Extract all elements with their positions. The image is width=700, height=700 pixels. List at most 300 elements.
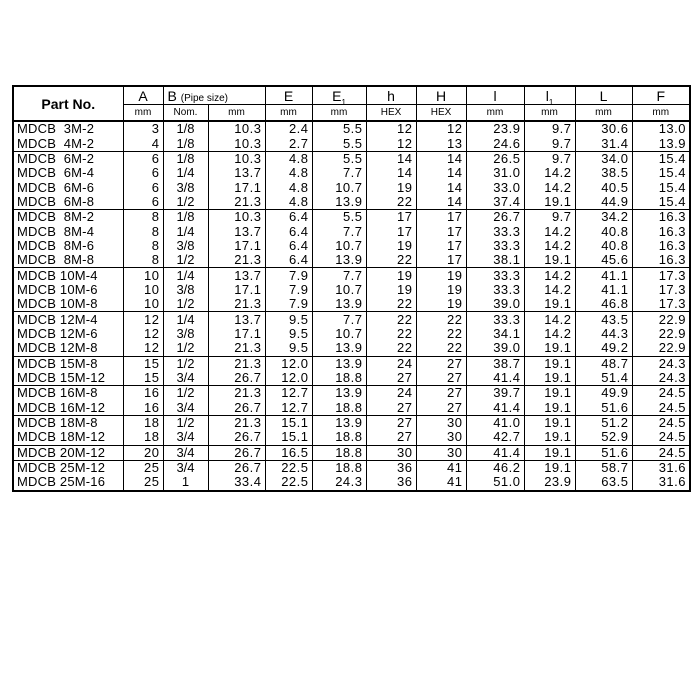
- cell-a: 16: [123, 386, 163, 401]
- cell-l-small: 34.1: [466, 327, 524, 341]
- cell-f: 15.4: [632, 166, 690, 180]
- cell-h-large: 17: [416, 253, 466, 268]
- cell-part-no: MDCB 4M-2: [13, 136, 123, 151]
- table-row: [13, 475, 690, 490]
- cell-a: 6: [123, 180, 163, 194]
- cell-e: 6.4: [265, 239, 312, 253]
- header-l-small: l: [466, 86, 524, 105]
- cell-l1: 9.7: [524, 136, 575, 151]
- cell-e: 15.1: [265, 415, 312, 430]
- cell-h-large: 17: [416, 210, 466, 225]
- cell-l-small: 33.3: [466, 312, 524, 327]
- cell-a: 3: [123, 121, 163, 136]
- cell-h-large: 27: [416, 386, 466, 401]
- cell-h-small: 12: [366, 136, 416, 151]
- cell-a: 10: [123, 268, 163, 283]
- unit-e: mm: [265, 105, 312, 122]
- cell-h-small: 27: [366, 415, 416, 430]
- cell-l-large: 51.6: [575, 445, 632, 460]
- table-row: [13, 341, 690, 356]
- cell-f: 16.3: [632, 253, 690, 268]
- unit-a: mm: [123, 105, 163, 122]
- cell-b-nom: 3/4: [163, 371, 208, 386]
- cell-f: 22.9: [632, 327, 690, 341]
- cell-e1: 13.9: [312, 356, 366, 371]
- cell-h-small: 36: [366, 460, 416, 475]
- cell-b-nom: 1/2: [163, 386, 208, 401]
- cell-b-mm: 26.7: [208, 445, 265, 460]
- cell-b-nom: 1/2: [163, 297, 208, 312]
- cell-e: 7.9: [265, 268, 312, 283]
- cell-a: 16: [123, 401, 163, 416]
- cell-b-nom: 3/4: [163, 430, 208, 445]
- cell-b-mm: 13.7: [208, 224, 265, 238]
- cell-l-small: 26.5: [466, 151, 524, 166]
- cell-h-large: 14: [416, 166, 466, 180]
- table-row: [13, 297, 690, 312]
- table-body: [13, 121, 690, 491]
- cell-h-small: 27: [366, 401, 416, 416]
- cell-l-small: 33.3: [466, 283, 524, 297]
- cell-b-mm: 21.3: [208, 356, 265, 371]
- cell-b-mm: 33.4: [208, 475, 265, 490]
- cell-l-large: 49.9: [575, 386, 632, 401]
- cell-a: 6: [123, 195, 163, 210]
- cell-l-large: 40.5: [575, 180, 632, 194]
- cell-a: 6: [123, 151, 163, 166]
- cell-e: 6.4: [265, 224, 312, 238]
- header-l1: [524, 86, 575, 105]
- cell-part-no: MDCB 8M-4: [13, 224, 123, 238]
- cell-e: 2.7: [265, 136, 312, 151]
- cell-f: 24.5: [632, 386, 690, 401]
- cell-l-large: 34.2: [575, 210, 632, 225]
- cell-part-no: MDCB 6M-8: [13, 195, 123, 210]
- table-row: [13, 415, 690, 430]
- cell-h-large: 22: [416, 312, 466, 327]
- cell-part-no: MDCB 6M-2: [13, 151, 123, 166]
- cell-h-large: 30: [416, 415, 466, 430]
- cell-e: 9.5: [265, 341, 312, 356]
- cell-f: 31.6: [632, 475, 690, 490]
- cell-b-mm: 10.3: [208, 136, 265, 151]
- cell-e: 9.5: [265, 312, 312, 327]
- cell-b-mm: 26.7: [208, 401, 265, 416]
- cell-l-large: 58.7: [575, 460, 632, 475]
- cell-e1: 10.7: [312, 180, 366, 194]
- cell-l-large: 46.8: [575, 297, 632, 312]
- cell-a: 10: [123, 283, 163, 297]
- cell-h-small: 22: [366, 341, 416, 356]
- cell-l1: 19.1: [524, 371, 575, 386]
- cell-f: 24.5: [632, 430, 690, 445]
- cell-part-no: MDCB 20M-12: [13, 445, 123, 460]
- cell-e: 4.8: [265, 151, 312, 166]
- unit-l-large: mm: [575, 105, 632, 122]
- cell-l-small: 46.2: [466, 460, 524, 475]
- cell-part-no: MDCB 8M-6: [13, 239, 123, 253]
- cell-l-large: 44.9: [575, 195, 632, 210]
- cell-l-small: 37.4: [466, 195, 524, 210]
- cell-l-large: 51.4: [575, 371, 632, 386]
- cell-part-no: MDCB 15M-12: [13, 371, 123, 386]
- cell-e1: 13.9: [312, 386, 366, 401]
- cell-f: 13.0: [632, 121, 690, 136]
- table-row: [13, 180, 690, 194]
- cell-part-no: MDCB 6M-6: [13, 180, 123, 194]
- cell-l-large: 63.5: [575, 475, 632, 490]
- cell-h-small: 22: [366, 297, 416, 312]
- cell-l1: 14.2: [524, 312, 575, 327]
- cell-l1: 14.2: [524, 224, 575, 238]
- cell-a: 12: [123, 312, 163, 327]
- cell-e1: 18.8: [312, 430, 366, 445]
- header-h-large: H: [416, 86, 466, 105]
- unit-f: mm: [632, 105, 690, 122]
- cell-h-small: 22: [366, 327, 416, 341]
- cell-h-large: 14: [416, 195, 466, 210]
- cell-part-no: MDCB 18M-12: [13, 430, 123, 445]
- cell-e1: 10.7: [312, 239, 366, 253]
- header-part-no: Part No.: [13, 86, 123, 121]
- cell-part-no: MDCB 8M-2: [13, 210, 123, 225]
- cell-part-no: MDCB 18M-8: [13, 415, 123, 430]
- cell-a: 8: [123, 224, 163, 238]
- cell-h-large: 41: [416, 460, 466, 475]
- cell-b-nom: 1: [163, 475, 208, 490]
- cell-b-mm: 21.3: [208, 415, 265, 430]
- cell-e: 12.0: [265, 371, 312, 386]
- cell-b-mm: 26.7: [208, 371, 265, 386]
- cell-e: 2.4: [265, 121, 312, 136]
- cell-b-nom: 1/2: [163, 253, 208, 268]
- cell-e: 22.5: [265, 460, 312, 475]
- cell-b-mm: 17.1: [208, 239, 265, 253]
- cell-l1: 14.2: [524, 239, 575, 253]
- cell-e1: 7.7: [312, 166, 366, 180]
- cell-e1: 18.8: [312, 401, 366, 416]
- cell-e1: 18.8: [312, 371, 366, 386]
- cell-e1: 5.5: [312, 210, 366, 225]
- cell-f: 24.5: [632, 445, 690, 460]
- cell-a: 8: [123, 239, 163, 253]
- cell-b-nom: 1/2: [163, 341, 208, 356]
- unit-b-mm: mm: [208, 105, 265, 122]
- cell-e1: 24.3: [312, 475, 366, 490]
- cell-f: 17.3: [632, 297, 690, 312]
- table-row: [13, 430, 690, 445]
- cell-b-nom: 3/4: [163, 460, 208, 475]
- header-b: [163, 86, 265, 105]
- header-l1-label: l: [545, 87, 549, 104]
- cell-a: 18: [123, 415, 163, 430]
- cell-h-small: 24: [366, 386, 416, 401]
- cell-part-no: MDCB 16M-12: [13, 401, 123, 416]
- cell-b-mm: 26.7: [208, 460, 265, 475]
- cell-h-large: 14: [416, 180, 466, 194]
- cell-a: 12: [123, 341, 163, 356]
- cell-f: 24.5: [632, 415, 690, 430]
- cell-b-mm: 13.7: [208, 268, 265, 283]
- cell-a: 4: [123, 136, 163, 151]
- cell-b-nom: 1/8: [163, 210, 208, 225]
- cell-l-large: 31.4: [575, 136, 632, 151]
- cell-f: 15.4: [632, 151, 690, 166]
- cell-e: 7.9: [265, 283, 312, 297]
- cell-h-small: 19: [366, 239, 416, 253]
- cell-b-nom: 3/8: [163, 327, 208, 341]
- cell-a: 8: [123, 210, 163, 225]
- cell-l-small: 41.4: [466, 371, 524, 386]
- cell-l1: 19.1: [524, 253, 575, 268]
- cell-a: 18: [123, 430, 163, 445]
- cell-b-mm: 26.7: [208, 430, 265, 445]
- cell-l-small: 38.7: [466, 356, 524, 371]
- cell-l-small: 33.3: [466, 224, 524, 238]
- cell-part-no: MDCB 10M-6: [13, 283, 123, 297]
- unit-l-small: mm: [466, 105, 524, 122]
- table-row: [13, 253, 690, 268]
- cell-l-large: 38.5: [575, 166, 632, 180]
- cell-l-small: 41.4: [466, 445, 524, 460]
- table-row: [13, 224, 690, 238]
- cell-l-large: 51.2: [575, 415, 632, 430]
- cell-e: 16.5: [265, 445, 312, 460]
- cell-l-large: 51.6: [575, 401, 632, 416]
- cell-e1: 13.9: [312, 297, 366, 312]
- cell-l-small: 42.7: [466, 430, 524, 445]
- cell-l-small: 41.4: [466, 401, 524, 416]
- cell-a: 10: [123, 297, 163, 312]
- cell-l1: 19.1: [524, 341, 575, 356]
- cell-part-no: MDCB 12M-4: [13, 312, 123, 327]
- cell-part-no: MDCB 15M-8: [13, 356, 123, 371]
- cell-part-no: MDCB 12M-8: [13, 341, 123, 356]
- cell-f: 17.3: [632, 268, 690, 283]
- header-e1-label: E: [332, 87, 342, 104]
- cell-a: 8: [123, 253, 163, 268]
- cell-l-large: 52.9: [575, 430, 632, 445]
- cell-h-large: 19: [416, 283, 466, 297]
- cell-b-nom: 1/4: [163, 224, 208, 238]
- cell-l1: 19.1: [524, 430, 575, 445]
- cell-l1: 14.2: [524, 327, 575, 341]
- header-l1-sub: 1: [548, 97, 554, 105]
- cell-part-no: MDCB 25M-12: [13, 460, 123, 475]
- cell-h-large: 14: [416, 151, 466, 166]
- header-f: F: [632, 86, 690, 105]
- cell-a: 15: [123, 356, 163, 371]
- cell-l1: 9.7: [524, 121, 575, 136]
- cell-b-nom: 3/8: [163, 283, 208, 297]
- cell-e1: 13.9: [312, 415, 366, 430]
- table-header: [13, 86, 690, 121]
- cell-f: 13.9: [632, 136, 690, 151]
- cell-l-small: 41.0: [466, 415, 524, 430]
- cell-f: 16.3: [632, 224, 690, 238]
- cell-h-large: 17: [416, 239, 466, 253]
- table-row: [13, 460, 690, 475]
- cell-l-large: 43.5: [575, 312, 632, 327]
- cell-e: 15.1: [265, 430, 312, 445]
- cell-l-large: 48.7: [575, 356, 632, 371]
- cell-b-mm: 17.1: [208, 283, 265, 297]
- cell-l-small: 33.3: [466, 239, 524, 253]
- table-row: [13, 268, 690, 283]
- cell-h-large: 22: [416, 327, 466, 341]
- cell-b-nom: 1/8: [163, 121, 208, 136]
- unit-b-nom: Nom.: [163, 105, 208, 122]
- table-row: [13, 327, 690, 341]
- table-row: [13, 356, 690, 371]
- cell-b-nom: 1/8: [163, 151, 208, 166]
- table-row: [13, 239, 690, 253]
- cell-l-large: 45.6: [575, 253, 632, 268]
- cell-l1: 19.1: [524, 460, 575, 475]
- cell-f: 24.3: [632, 356, 690, 371]
- cell-a: 25: [123, 475, 163, 490]
- unit-l1: mm: [524, 105, 575, 122]
- cell-l-large: 30.6: [575, 121, 632, 136]
- cell-l1: 19.1: [524, 297, 575, 312]
- cell-a: 25: [123, 460, 163, 475]
- cell-l1: 23.9: [524, 475, 575, 490]
- cell-f: 17.3: [632, 283, 690, 297]
- cell-e: 12.0: [265, 356, 312, 371]
- cell-h-large: 27: [416, 371, 466, 386]
- cell-e1: 18.8: [312, 445, 366, 460]
- cell-part-no: MDCB 3M-2: [13, 121, 123, 136]
- cell-l-large: 44.3: [575, 327, 632, 341]
- cell-e1: 13.9: [312, 253, 366, 268]
- cell-e1: 18.8: [312, 460, 366, 475]
- cell-f: 22.9: [632, 341, 690, 356]
- cell-b-mm: 21.3: [208, 253, 265, 268]
- table-row: [13, 401, 690, 416]
- cell-e1: 10.7: [312, 327, 366, 341]
- cell-l1: 19.1: [524, 401, 575, 416]
- cell-f: 16.3: [632, 239, 690, 253]
- table-row: [13, 210, 690, 225]
- unit-h-large: HEX: [416, 105, 466, 122]
- cell-b-nom: 1/4: [163, 312, 208, 327]
- cell-h-small: 22: [366, 195, 416, 210]
- cell-h-small: 19: [366, 180, 416, 194]
- cell-b-nom: 3/8: [163, 239, 208, 253]
- cell-h-small: 12: [366, 121, 416, 136]
- cell-e1: 7.7: [312, 268, 366, 283]
- cell-a: 15: [123, 371, 163, 386]
- cell-b-mm: 13.7: [208, 312, 265, 327]
- cell-b-nom: 1/4: [163, 268, 208, 283]
- cell-l-small: 33.3: [466, 268, 524, 283]
- cell-l-large: 49.2: [575, 341, 632, 356]
- table-row: [13, 371, 690, 386]
- cell-l1: 9.7: [524, 151, 575, 166]
- cell-h-small: 27: [366, 371, 416, 386]
- cell-e1: 10.7: [312, 283, 366, 297]
- cell-h-large: 30: [416, 430, 466, 445]
- cell-h-large: 27: [416, 356, 466, 371]
- table-row: [13, 312, 690, 327]
- cell-h-small: 14: [366, 151, 416, 166]
- cell-b-nom: 3/4: [163, 401, 208, 416]
- cell-b-nom: 1/2: [163, 356, 208, 371]
- cell-h-large: 13: [416, 136, 466, 151]
- cell-l1: 14.2: [524, 268, 575, 283]
- cell-a: 12: [123, 327, 163, 341]
- cell-h-small: 19: [366, 283, 416, 297]
- cell-e: 9.5: [265, 327, 312, 341]
- cell-part-no: MDCB 12M-6: [13, 327, 123, 341]
- cell-l-small: 39.0: [466, 297, 524, 312]
- cell-h-large: 19: [416, 297, 466, 312]
- cell-h-large: 30: [416, 445, 466, 460]
- cell-part-no: MDCB 10M-8: [13, 297, 123, 312]
- cell-l-large: 41.1: [575, 283, 632, 297]
- cell-h-large: 19: [416, 268, 466, 283]
- unit-e1: mm: [312, 105, 366, 122]
- cell-a: 20: [123, 445, 163, 460]
- cell-e: 4.8: [265, 195, 312, 210]
- header-e1-sub: 1: [341, 97, 346, 105]
- cell-h-large: 27: [416, 401, 466, 416]
- cell-h-small: 14: [366, 166, 416, 180]
- cell-b-nom: 3/8: [163, 180, 208, 194]
- cell-l1: 19.1: [524, 445, 575, 460]
- cell-l-large: 34.0: [575, 151, 632, 166]
- cell-b-mm: 21.3: [208, 195, 265, 210]
- cell-f: 15.4: [632, 180, 690, 194]
- cell-e1: 13.9: [312, 341, 366, 356]
- cell-l1: 14.2: [524, 166, 575, 180]
- cell-h-small: 27: [366, 430, 416, 445]
- table-row: [13, 283, 690, 297]
- cell-e1: 13.9: [312, 195, 366, 210]
- cell-h-small: 22: [366, 253, 416, 268]
- cell-h-small: 36: [366, 475, 416, 490]
- cell-e1: 5.5: [312, 151, 366, 166]
- cell-e: 6.4: [265, 253, 312, 268]
- cell-e1: 7.7: [312, 312, 366, 327]
- cell-l1: 19.1: [524, 195, 575, 210]
- cell-f: 22.9: [632, 312, 690, 327]
- cell-h-small: 22: [366, 312, 416, 327]
- cell-l1: 14.2: [524, 283, 575, 297]
- cell-f: 15.4: [632, 195, 690, 210]
- cell-h-small: 24: [366, 356, 416, 371]
- cell-part-no: MDCB 25M-16: [13, 475, 123, 490]
- cell-l-small: 24.6: [466, 136, 524, 151]
- cell-h-large: 22: [416, 341, 466, 356]
- cell-b-mm: 21.3: [208, 297, 265, 312]
- cell-e: 7.9: [265, 297, 312, 312]
- cell-l-large: 40.8: [575, 239, 632, 253]
- cell-b-nom: 1/2: [163, 415, 208, 430]
- cell-l-small: 38.1: [466, 253, 524, 268]
- table-row: [13, 151, 690, 166]
- table-row: [13, 136, 690, 151]
- cell-l1: 19.1: [524, 356, 575, 371]
- cell-e: 4.8: [265, 166, 312, 180]
- cell-l-large: 40.8: [575, 224, 632, 238]
- cell-a: 6: [123, 166, 163, 180]
- cell-l-small: 33.0: [466, 180, 524, 194]
- cell-e1: 7.7: [312, 224, 366, 238]
- header-b-label: B: [167, 87, 177, 104]
- cell-part-no: MDCB 8M-8: [13, 253, 123, 268]
- cell-b-nom: 1/2: [163, 195, 208, 210]
